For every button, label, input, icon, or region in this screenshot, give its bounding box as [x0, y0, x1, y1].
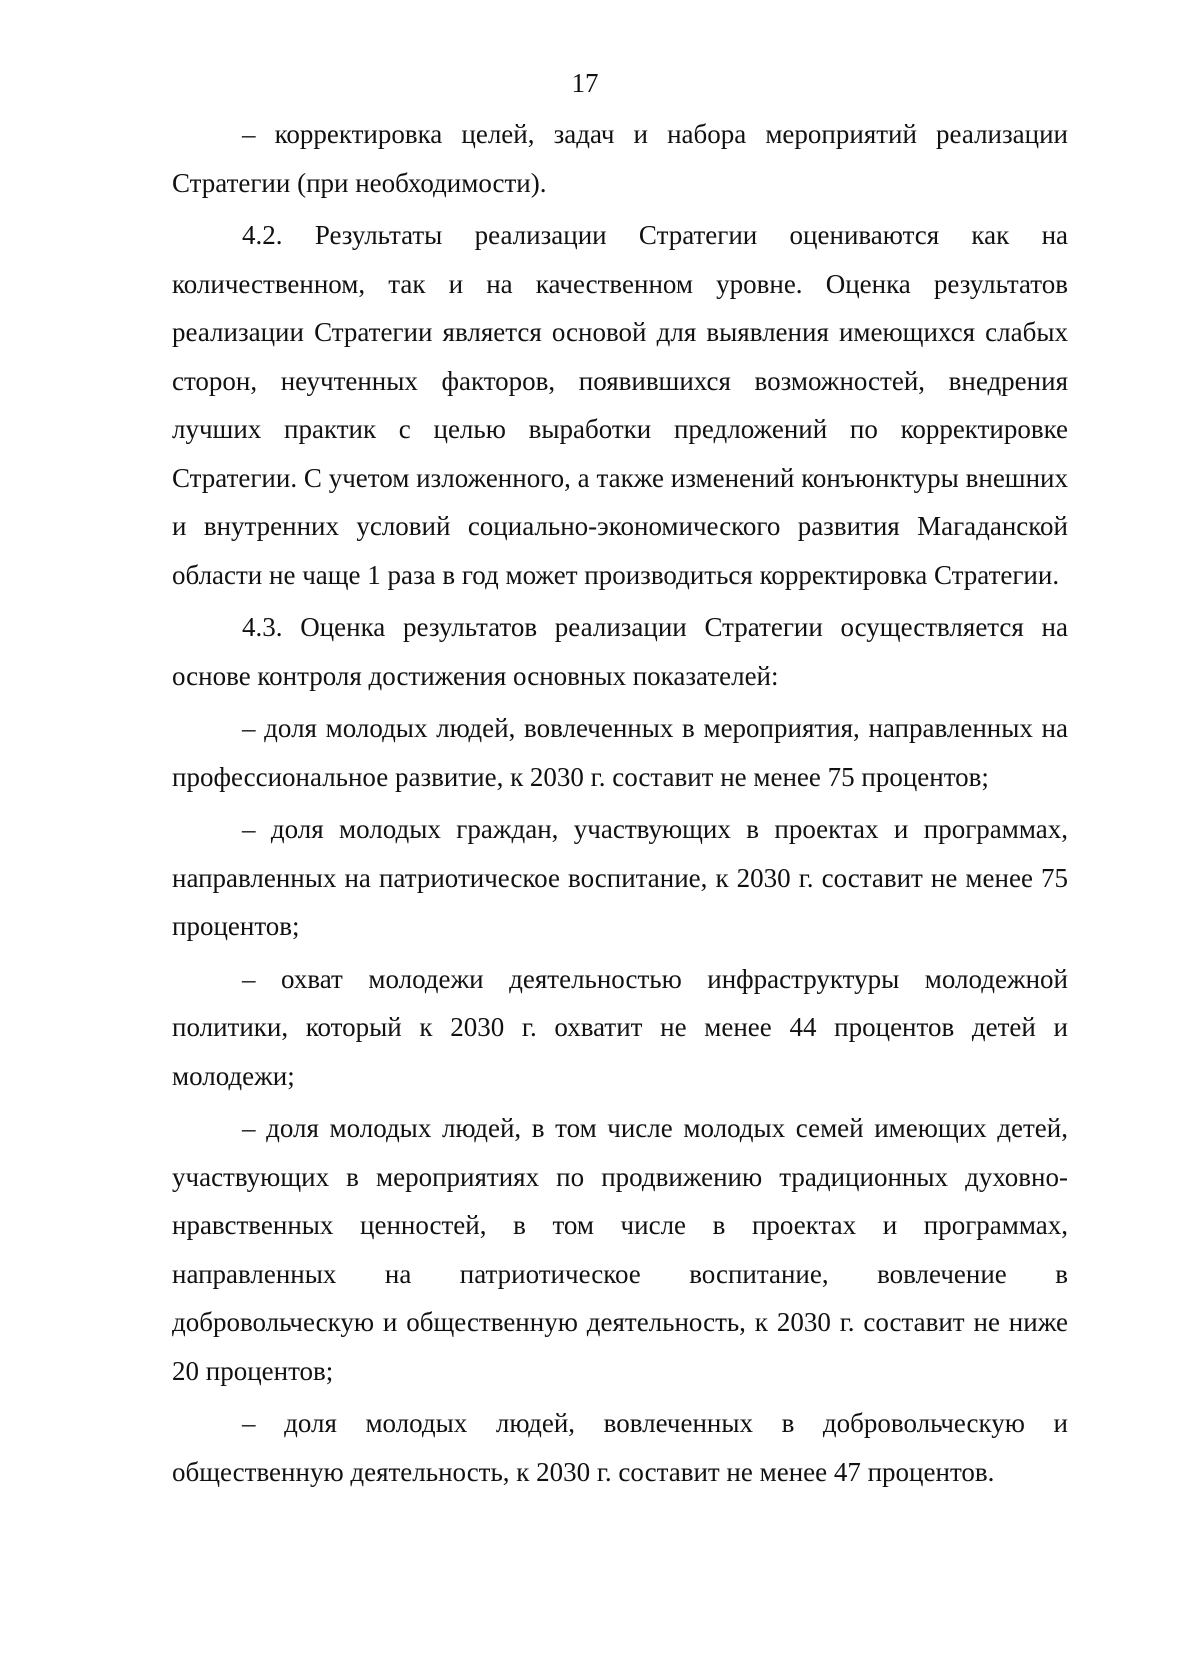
paragraph-strategy-correction: – корректировка целей, задач и набора мероприятий реализации Стратегии (при необходимости). — [172, 119, 1068, 198]
list-item-volunteer-activity: – доля молодых людей, вовлеченных в добровольческую и общественную деятельность, к 2030 г. составит не менее 47 процентов. — [172, 1408, 1068, 1487]
document-body — [172, 110, 1068, 1496]
paragraph-4-2-results-evaluation: 4.2. Результаты реализации Стратегии оцениваются как на количественном, так и на качественном уровне. Оценка результатов реализации Стратегии является основой для выявления имеющихся слабых сторон, неучтенных факторов, появившихся возможностей, внедрения лучших практик с целью выработки предложений по корректировке Стратегии. С учетом изложенного, а также изменений конъюнктуры внешних и внутренних условий социально-экономического развития Магаданской области не чаще 1 раза в год может производиться корректировка Стратегии. — [172, 220, 1068, 590]
list-item-patriotic-education: – доля молодых граждан, участвующих в проектах и программах, направленных на патриотическое воспитание, к 2030 г. составит не менее 75 процентов; — [172, 814, 1068, 941]
list-item-traditional-values: – доля молодых людей, в том числе молодых семей имеющих детей, участвующих в мероприятиях по продвижению традиционных духовно-нравственных ценностей, в том числе в проектах и программах, направленных на патриотическое воспитание, вовлечение в добровольческую и общественную деятельность, к 2030 г. составит не ниже 20 процентов; — [172, 1113, 1068, 1386]
paragraph-4-3-assessment-basis: 4.3. Оценка результатов реализации Стратегии осуществляется на основе контроля достижения основных показателей: — [172, 612, 1068, 691]
page-number: 17 — [571, 68, 599, 98]
list-item-youth-infrastructure-coverage: – охват молодежи деятельностью инфраструктуры молодежной политики, который к 2030 г. охватит не менее 44 процентов детей и молодежи; — [172, 963, 1068, 1091]
list-item-professional-development: – доля молодых людей, вовлеченных в мероприятия, направленных на профессиональное развитие, к 2030 г. составит не менее 75 процентов; — [172, 713, 1068, 792]
